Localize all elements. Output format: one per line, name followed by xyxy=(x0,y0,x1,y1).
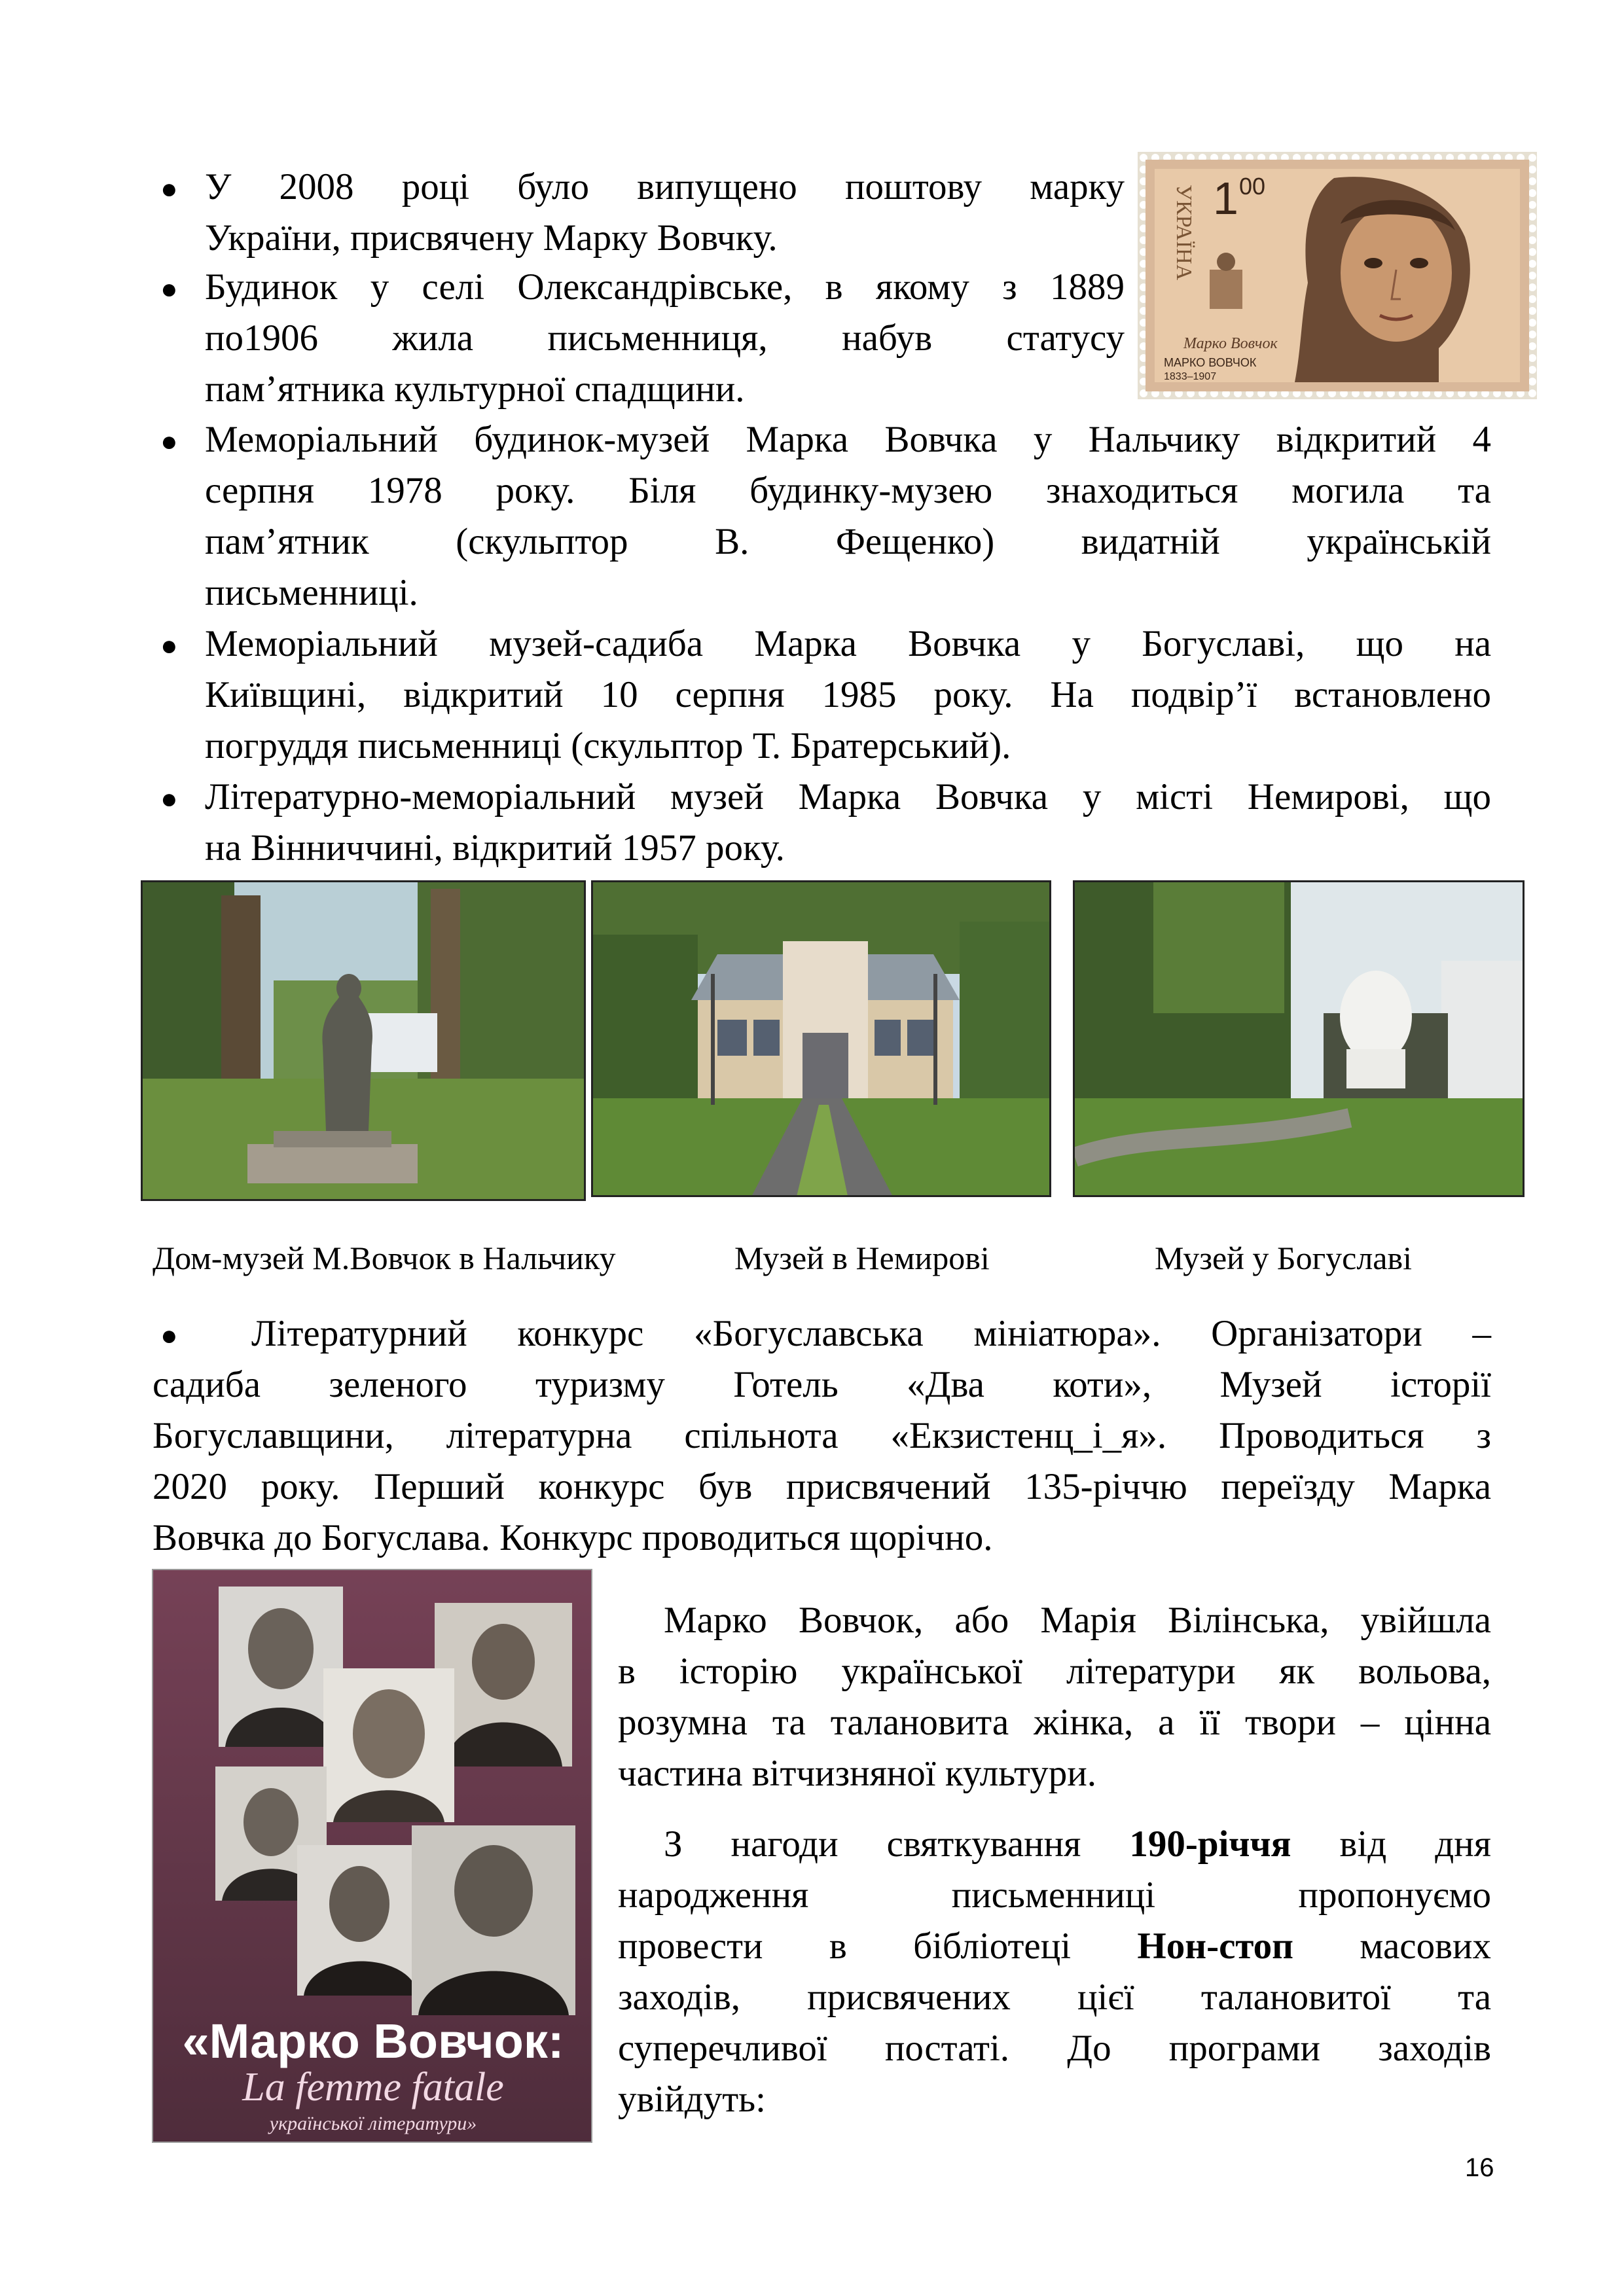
para2-line-3-a: провести в бібліотеці xyxy=(618,1926,1138,1967)
stamp-name: МАРКО ВОВЧОК xyxy=(1164,356,1257,369)
bullet-5-line-2: на Вінниччині, відкритий 1957 року. xyxy=(205,827,785,869)
contest-line-4: 2020 року. Перший конкурс був присвячений 135-річчю переїзду Марка xyxy=(153,1466,1491,1507)
stamp-years: 1833–1907 xyxy=(1164,371,1217,382)
bullet-dot: ● xyxy=(160,783,178,815)
contest-line-3: Богуславщини, літературна спільнота «Екзистенц_і_я». Проводиться з xyxy=(153,1415,1491,1456)
bullet-2-line-3: пам’ятника культурної спадщини. xyxy=(205,368,745,410)
contest-line-5: Вовчка до Богуслава. Конкурс проводиться щорічно. xyxy=(153,1517,993,1558)
photo-nalchik-museum xyxy=(141,880,586,1201)
nonstop-bold: Нон-стоп xyxy=(1137,1926,1293,1967)
postage-stamp xyxy=(1138,152,1537,399)
page-number: 16 xyxy=(1465,2153,1494,2182)
para2-line-3-c: масових xyxy=(1293,1926,1491,1967)
poster-title: «Марко Вовчок: xyxy=(182,2014,564,2068)
bullet-2-line-1: Будинок у селі Олександрівське, в якому з 1889 xyxy=(205,266,1125,308)
bullet-dot: ● xyxy=(160,273,178,305)
bullet-4-line-3: погруддя письменниці (скульптор Т. Братерський). xyxy=(205,725,1011,766)
bullet-dot: ● xyxy=(160,425,178,457)
caption-nalchik: Дом-музей М.Вовчок в Нальчику xyxy=(153,1240,616,1276)
para1-line-4: частина вітчизняної культури. xyxy=(618,1753,1096,1794)
para2-line-5: суперечливої постаті. До програми заходів xyxy=(618,2028,1491,2069)
bullet-1-line-2: України, присвячену Марку Вовчку. xyxy=(205,217,778,259)
para2-line-4: заходів, присвячених цієї талановитої та xyxy=(618,1977,1491,2018)
para1-line-3: розумна та талановита жінка, а її твори – цінна xyxy=(618,1702,1491,1743)
para2-line-6: увійдуть: xyxy=(618,2079,766,2120)
bullet-3-line-2: серпня 1978 року. Біля будинку-музею знаходиться могила та xyxy=(205,470,1491,511)
stamp-country: УКРАЇНА xyxy=(1172,185,1196,281)
para2-line-1 xyxy=(664,1819,1491,1870)
para2-line-2: народження письменниці пропонуємо xyxy=(618,1874,1491,1916)
poster-marko-vovchok xyxy=(152,1569,592,2143)
caption-bohuslav: Музей у Богуславі xyxy=(1155,1240,1412,1276)
stamp-value-cents: 00 xyxy=(1239,173,1266,200)
bullet-3-line-4: письменниці. xyxy=(205,572,418,613)
para2-line-1-a: З нагоди святкування xyxy=(664,1823,1130,1865)
poster-tagline: української літератури» xyxy=(269,2113,477,2134)
stamp-value: 1 xyxy=(1213,173,1238,224)
bullet-dot: ● xyxy=(160,173,178,205)
bullet-2-line-2: по1906 жила письменниця, набув статусу xyxy=(205,317,1125,359)
para1-line-1: Марко Вовчок, або Марія Вілінська, увійшла xyxy=(664,1600,1491,1641)
photo-bohuslav-museum xyxy=(1073,880,1525,1197)
photo-nemyriv-museum xyxy=(591,880,1051,1197)
caption-nemyriv: Музей в Немирові xyxy=(734,1240,990,1276)
bullet-4-line-1: Меморіальний музей-садиба Марка Вовчка у Богуславі, що на xyxy=(205,623,1491,664)
contest-line-2: садиба зеленого туризму Готель «Два коти», Музей історії xyxy=(153,1364,1491,1405)
bullet-4-line-2: Київщині, відкритий 10 серпня 1985 року. На подвір’ї встановлено xyxy=(205,674,1491,715)
poster-subtitle: La femme fatale xyxy=(242,2065,504,2109)
anniversary-bold: 190-річчя xyxy=(1129,1823,1291,1865)
bullet-1-line-1: У 2008 році було випущено поштову марку xyxy=(205,166,1125,207)
contest-line-1: Літературний конкурс «Богуславська мініатюра». Організатори – xyxy=(251,1313,1491,1354)
bullet-5-line-1: Літературно-меморіальний музей Марка Вовчка у місті Немирові, що xyxy=(205,776,1491,817)
para1-line-2: в історію української літератури як вольова, xyxy=(618,1651,1491,1692)
stamp-signature: Марко Вовчок xyxy=(1183,335,1278,352)
bullet-dot: ● xyxy=(160,1319,178,1352)
bullet-3-line-1: Меморіальний будинок-музей Марка Вовчка у Нальчику відкритий 4 xyxy=(205,419,1491,460)
para2-line-3 xyxy=(618,1921,1491,1972)
bullet-dot: ● xyxy=(160,630,178,662)
bullet-3-line-3: пам’ятник (скульптор В. Фещенко) видатній українській xyxy=(205,521,1491,562)
para2-line-1-c: від дня xyxy=(1291,1823,1491,1865)
